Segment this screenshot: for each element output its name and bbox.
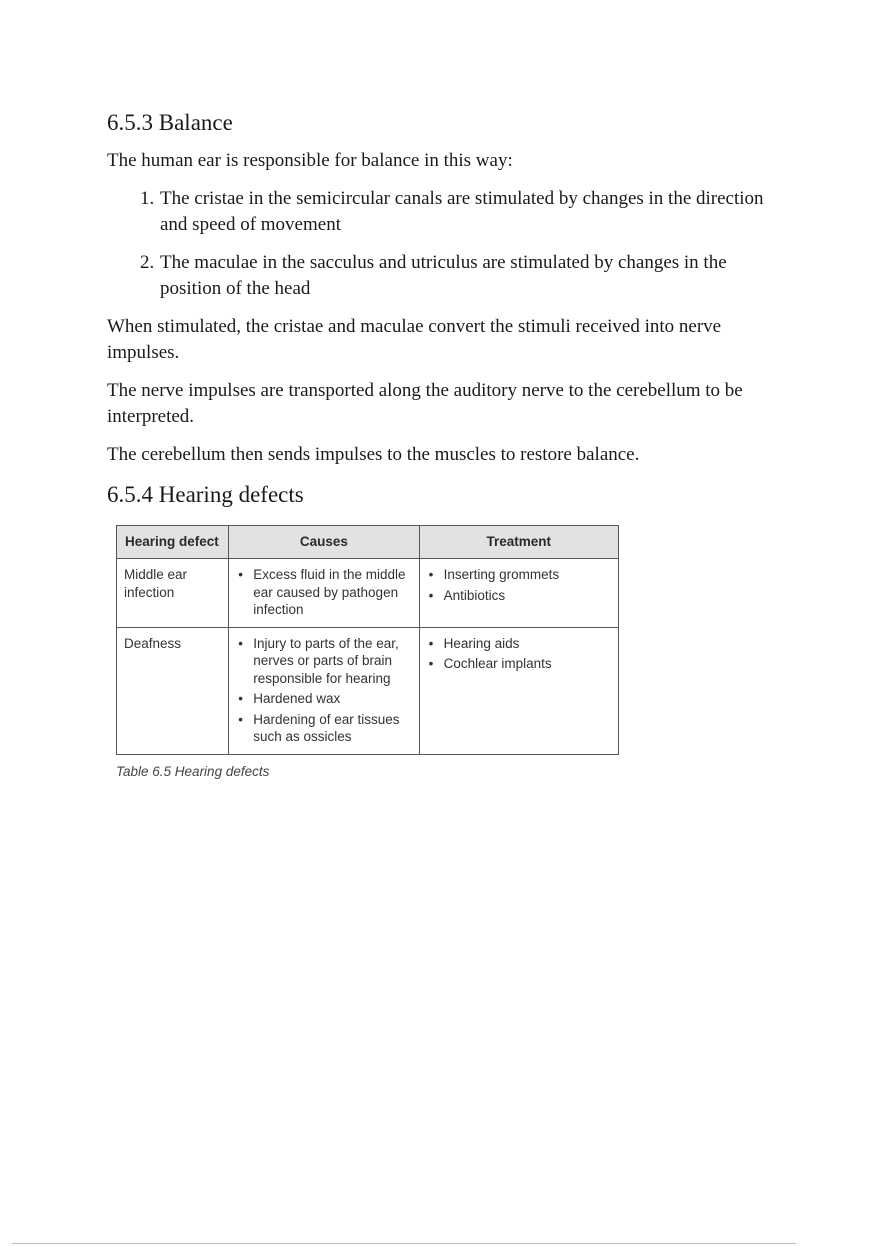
treatment-item: • Inserting grommets: [427, 566, 611, 584]
balance-paragraph: When stimulated, the cristae and maculae convert the stimuli received into nerve impulses.: [107, 316, 722, 363]
balance-step: 1. The cristae in the semicircular canals are stimulated by changes in the direction and speed of movement: [159, 186, 777, 238]
hearing-defects-figure: [116, 525, 619, 779]
cause-item: • Hardened wax: [236, 690, 411, 708]
causes-list: [236, 635, 411, 746]
table-header-row: [117, 526, 619, 559]
treatment-cell: [419, 559, 618, 628]
cause-item: • Hardening of ear tissues such as ossicles: [236, 711, 411, 746]
cause-item: • Excess fluid in the middle ear caused by pathogen infection: [236, 566, 411, 619]
causes-list: [236, 566, 411, 619]
section-heading-hearing-defects: 6.5.4 Hearing defects: [107, 482, 304, 507]
treatment-item: • Antibiotics: [427, 587, 611, 605]
treatment-list: [427, 635, 611, 673]
defect-cell: Deafness: [117, 627, 229, 754]
treatment-item: • Hearing aids: [427, 635, 611, 653]
treatment-list: [427, 566, 611, 604]
table-caption: Table 6.5 Hearing defects: [116, 763, 270, 779]
causes-cell: [229, 559, 419, 628]
section-heading-balance: 6.5.3 Balance: [107, 110, 233, 135]
header-treatment: Treatment: [419, 526, 618, 559]
balance-steps-list: [107, 186, 777, 302]
causes-cell: [229, 627, 419, 754]
treatment-item: • Cochlear implants: [427, 655, 611, 673]
table-row: [117, 627, 619, 754]
balance-paragraph: The nerve impulses are transported along the auditory nerve to the cerebellum to be interpreted.: [107, 380, 743, 427]
treatment-cell: [419, 627, 618, 754]
table-row: [117, 559, 619, 628]
page-content: [107, 108, 777, 779]
defect-cell: Middle ear infection: [117, 559, 229, 628]
balance-step: 2. The maculae in the sacculus and utriculus are stimulated by changes in the position of the head: [159, 250, 777, 302]
header-causes: Causes: [229, 526, 419, 559]
cause-item: • Injury to parts of the ear, nerves or parts of brain responsible for hearing: [236, 635, 411, 688]
balance-intro: The human ear is responsible for balance in this way:: [107, 150, 513, 171]
balance-paragraph: The cerebellum then sends impulses to the muscles to restore balance.: [107, 444, 640, 465]
header-hearing-defect: Hearing defect: [117, 526, 229, 559]
hearing-defects-table: [116, 525, 619, 755]
footer-divider: [12, 1243, 796, 1244]
